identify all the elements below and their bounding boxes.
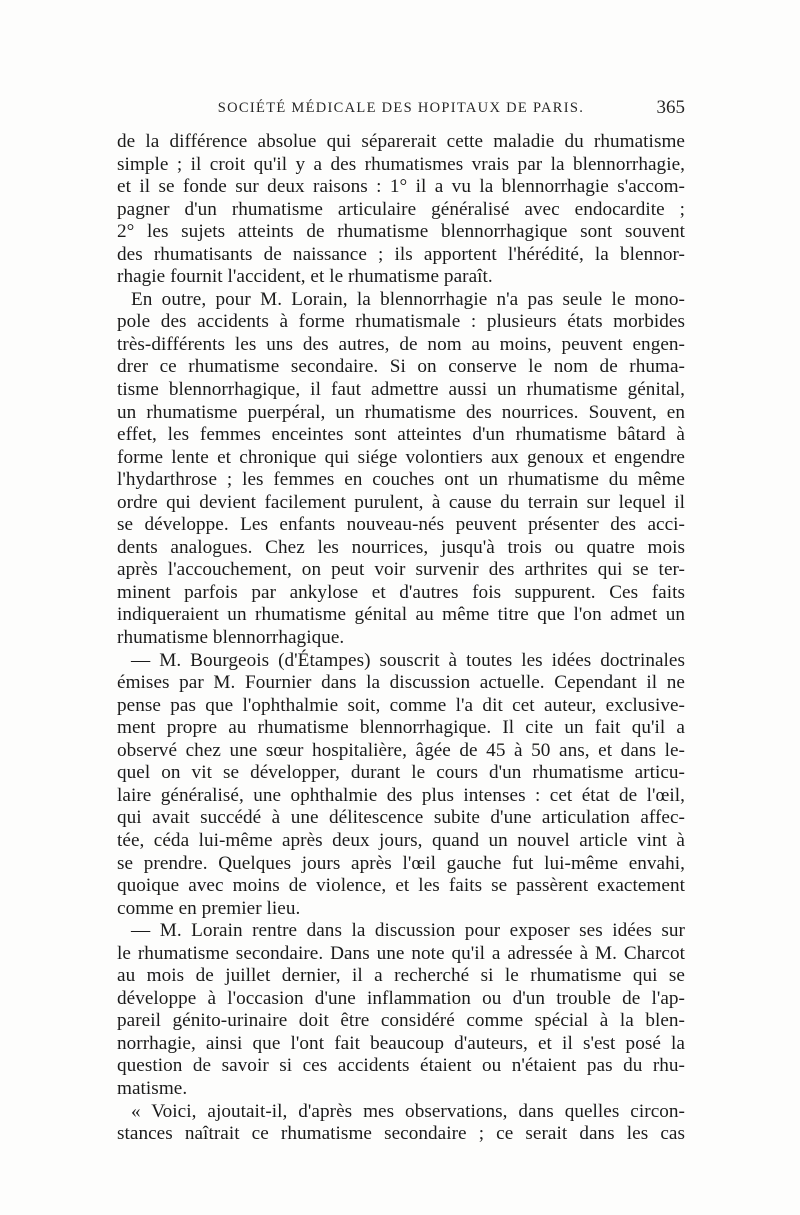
text-line: tisme blennorrhagique, il faut admettre aussi un rhumatisme génital, — [117, 379, 685, 401]
text-line: matisme. — [117, 1077, 188, 1099]
text-line: En outre, pour M. Lorain, la blennorrhagie n'a pas seule le mono- — [131, 288, 685, 310]
text-line: simple ; il croit qu'il y a des rhumatismes vrais par la blennorrhagie, — [117, 153, 685, 175]
text-line: question de savoir si ces accidents étaient ou n'étaient pas du rhu- — [117, 1055, 685, 1077]
text-line: rhagie fournit l'accident, et le rhumatisme paraît. — [117, 266, 493, 288]
text-line: pense pas que l'ophthalmie soit, comme l'a dit cet auteur, exclusive- — [117, 694, 685, 716]
text-line: au mois de juillet dernier, il a recherché si le rhumatisme qui se — [117, 965, 685, 987]
text-line: ordre qui devient facilement purulent, à cause du terrain sur lequel il — [117, 491, 685, 513]
text-line: de la différence absolue qui séparerait cette maladie du rhumatisme — [117, 131, 685, 152]
text-line: tée, céda lui-même après deux jours, quand un nouvel article vint à — [117, 829, 685, 851]
text-line: émises par M. Fournier dans la discussion actuelle. Cependant il ne — [117, 672, 685, 694]
text-line: des rhumatisants de naissance ; ils apportent l'hérédité, la blennor- — [117, 243, 685, 265]
text-line: norrhagie, ainsi que l'ont fait beaucoup d'auteurs, et il s'est posé la — [117, 1032, 685, 1054]
text-line: laire généralisé, une ophthalmie des plus intenses : cet état de l'œil, — [117, 784, 685, 806]
text-line: développe à l'occasion d'une inflammation ou d'un trouble de l'ap- — [117, 987, 685, 1009]
text-line: 2° les sujets atteints de rhumatisme blennorrhagique sont souvent — [117, 221, 685, 243]
text-line: pole des accidents à forme rhumatismale : plusieurs états morbides — [117, 311, 685, 333]
text-line: qui avait succédé à une délitescence subite d'une articulation affec- — [117, 807, 685, 829]
text-line: drer ce rhumatisme secondaire. Si on conserve le nom de rhuma- — [117, 356, 685, 378]
text-line: après l'accouchement, on peut voir survenir des arthrites qui se ter- — [117, 559, 685, 581]
text-line: se développe. Les enfants nouveau-nés peuvent présenter des acci- — [117, 514, 685, 536]
body-text — [117, 131, 685, 1146]
text-line: effet, les femmes enceintes sont atteintes d'un rhumatisme bâtard à — [117, 424, 685, 446]
text-line: — M. Lorain rentre dans la discussion pour exposer ses idées sur — [131, 920, 685, 942]
text-line: — M. Bourgeois (d'Étampes) souscrit à toutes les idées doctrinales — [131, 649, 685, 671]
running-head — [117, 97, 685, 124]
text-line: se prendre. Quelques jours après l'œil gauche fut lui-même envahi, — [117, 852, 685, 874]
page-number: 365 — [656, 97, 685, 118]
text-line: ment propre au rhumatisme blennorrhagique. Il cite un fait qu'il a — [117, 717, 685, 739]
text-line: « Voici, ajoutait-il, d'après mes observations, dans quelles circon- — [131, 1100, 685, 1122]
text-line: quel on vit se développer, durant le cours d'un rhumatisme articu- — [117, 762, 685, 784]
text-line: pareil génito-urinaire doit être considéré comme spécial à la blen- — [117, 1010, 685, 1032]
text-line: l'hydarthrose ; les femmes en couches ont un rhumatisme du même — [117, 469, 685, 491]
text-line: et il se fonde sur deux raisons : 1° il a vu la blennorrhagie s'accom- — [117, 176, 685, 198]
text-line: rhumatisme blennorrhagique. — [117, 627, 345, 649]
text-line: quoique avec moins de violence, et les faits se passèrent exactement — [117, 875, 685, 897]
text-line: très-différents les uns des autres, de nom au moins, peuvent engen- — [117, 333, 685, 355]
text-line: le rhumatisme secondaire. Dans une note qu'il a adressée à M. Charcot — [117, 942, 685, 964]
text-line: minent parfois par ankylose et d'autres fois suppurent. Ces faits — [117, 581, 685, 603]
text-line: comme en premier lieu. — [117, 897, 301, 919]
text-line: forme lente et chronique qui siége volontiers aux genoux et engendre — [117, 446, 685, 468]
text-line: indiqueraient un rhumatisme génital au même titre que l'on admet un — [117, 604, 685, 626]
text-line: observé chez une sœur hospitalière, âgée de 45 à 50 ans, et dans le- — [117, 739, 685, 761]
running-title: SOCIÉTÉ MÉDICALE DES HOPITAUX DE PARIS. — [217, 100, 585, 116]
text-line: dents analogues. Chez les nourrices, jusqu'à trois ou quatre mois — [117, 536, 685, 558]
text-line: pagner d'un rhumatisme articulaire généralisé avec endocardite ; — [117, 198, 685, 220]
text-line: un rhumatisme puerpéral, un rhumatisme des nourrices. Souvent, en — [117, 401, 685, 423]
text-line: stances naîtrait ce rhumatisme secondaire ; ce serait dans les cas — [117, 1123, 685, 1145]
